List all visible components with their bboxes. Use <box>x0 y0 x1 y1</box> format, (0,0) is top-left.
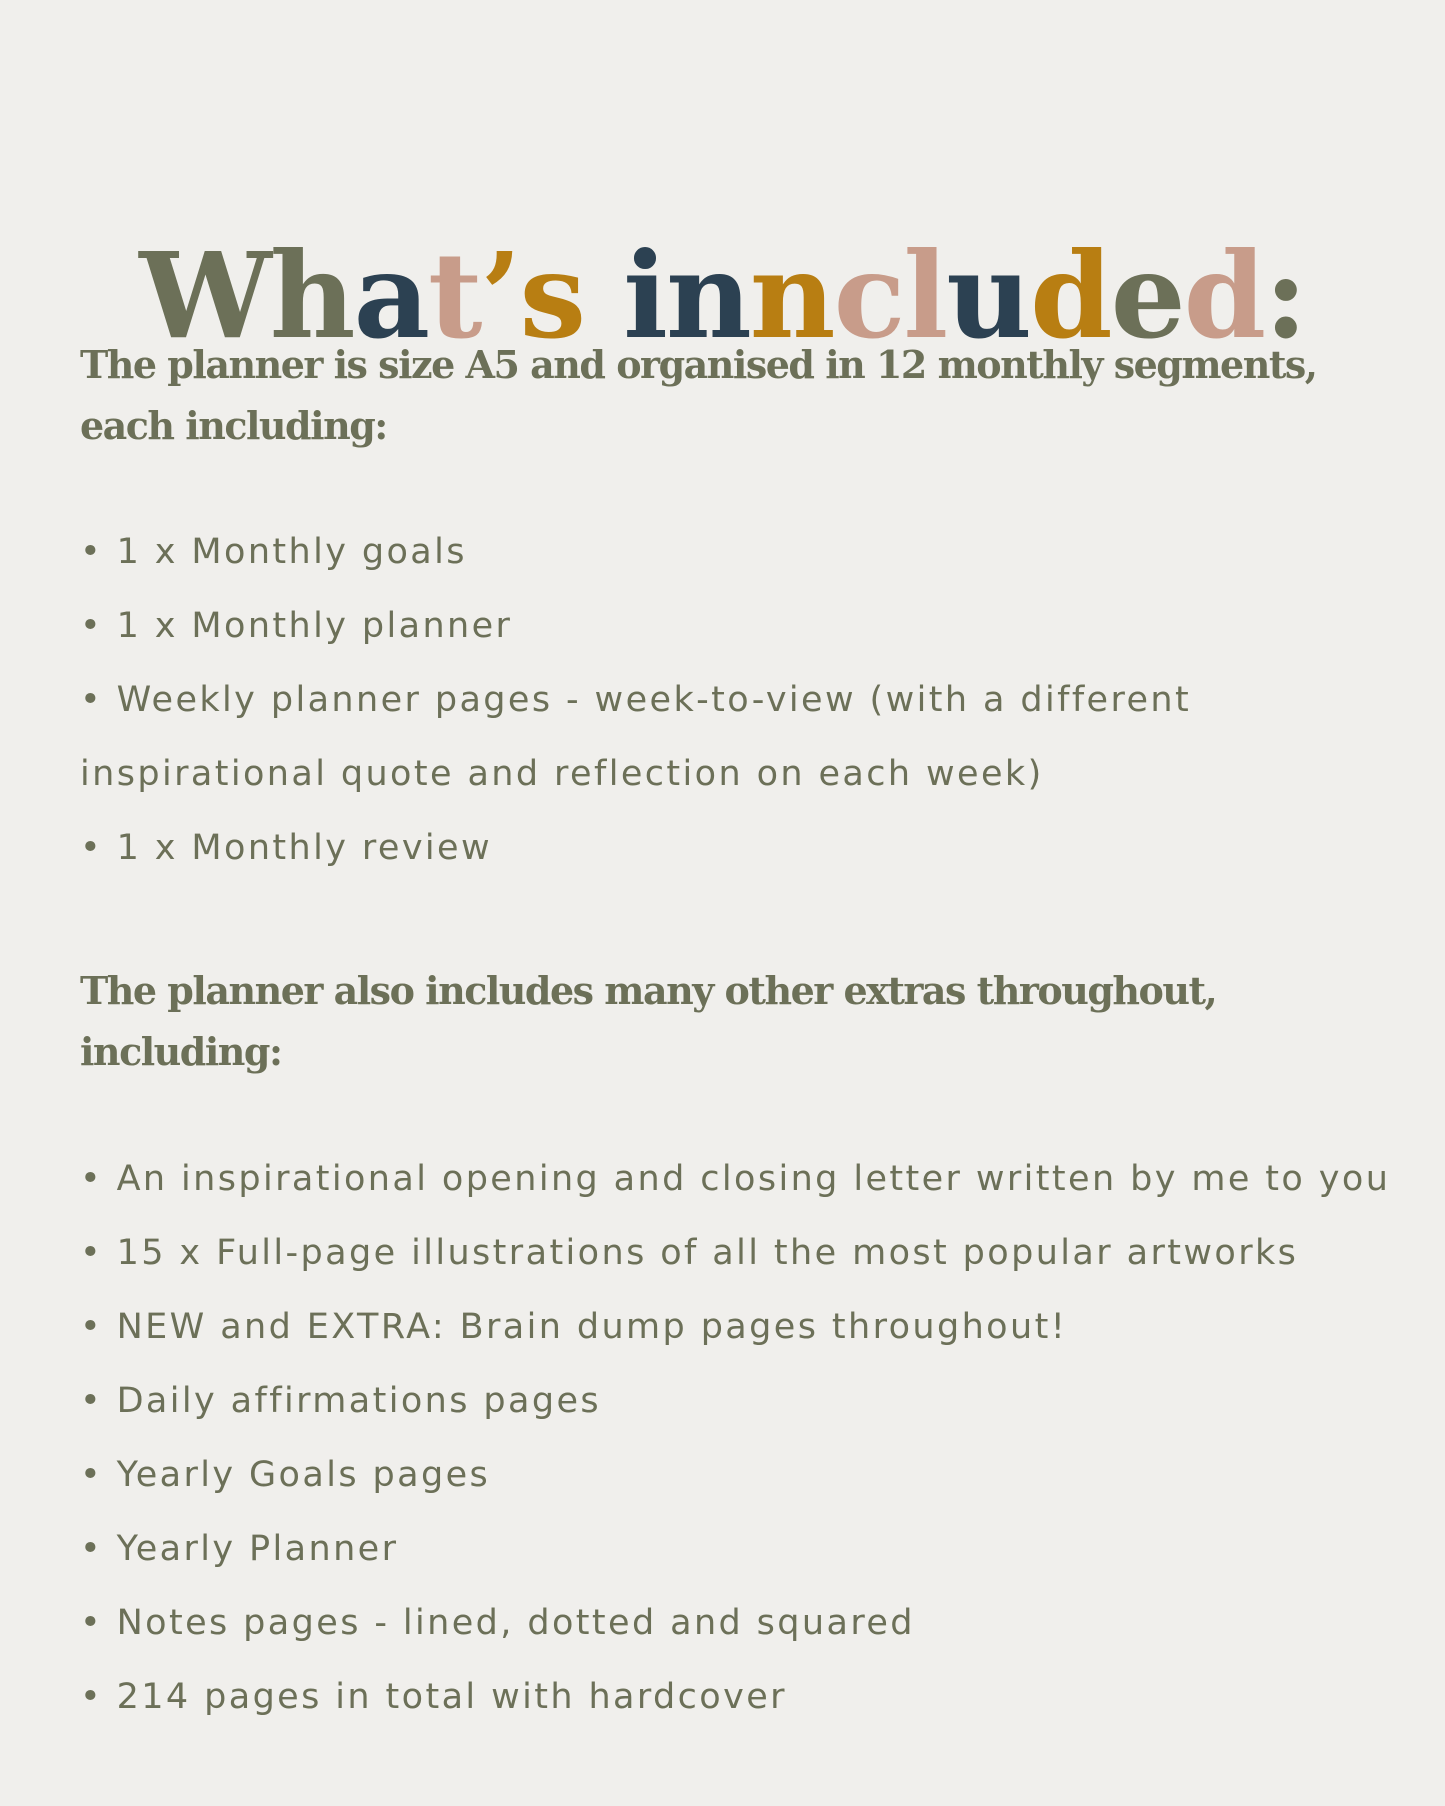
list-item: • Notes pages - lined, dotted and squared <box>80 1603 915 1643</box>
list-item: • Daily affirmations pages <box>80 1381 602 1421</box>
title-segment: cl <box>833 226 947 366</box>
title-segment: in <box>623 226 750 366</box>
title-segment: ’s <box>480 226 585 366</box>
list-item: • 15 x Full-page illustrations of all the most popular artworks <box>80 1233 1299 1273</box>
title-segment: e <box>1110 226 1184 366</box>
title-segment: Wh <box>139 226 354 366</box>
extras-heading: The planner also includes many other extras throughout, including: <box>80 968 1217 1074</box>
title-segment: d <box>1030 226 1111 366</box>
title-segment: n <box>749 226 834 366</box>
title-segment: a <box>353 226 429 366</box>
title-segment: d <box>1183 226 1265 366</box>
list-item: • Yearly Goals pages <box>80 1455 491 1495</box>
title-segment: t <box>428 226 481 366</box>
extras-list <box>80 1142 1400 1734</box>
list-item: inspirational quote and reflection on each week) <box>80 754 1044 794</box>
list-item: • 1 x Monthly planner <box>80 606 513 646</box>
list-item: • 214 pages in total with hardcover <box>80 1677 787 1717</box>
list-item: • 1 x Monthly review <box>80 828 493 868</box>
list-item: • Yearly Planner <box>80 1529 399 1569</box>
list-item: • Weekly planner pages - week-to-view (with a different <box>80 680 1192 720</box>
monthly-segments-heading: The planner is size A5 and organised in 12 monthly segments, each including: <box>80 342 1317 448</box>
list-item: • An inspirational opening and closing letter written by me to you <box>80 1159 1391 1199</box>
list-item: • 1 x Monthly goals <box>80 532 467 572</box>
title-segment: : <box>1264 226 1306 366</box>
title-segment: u <box>946 226 1031 366</box>
monthly-segments-list <box>80 515 1400 885</box>
list-item: • NEW and EXTRA: Brain dump pages throughout! <box>80 1307 1068 1347</box>
